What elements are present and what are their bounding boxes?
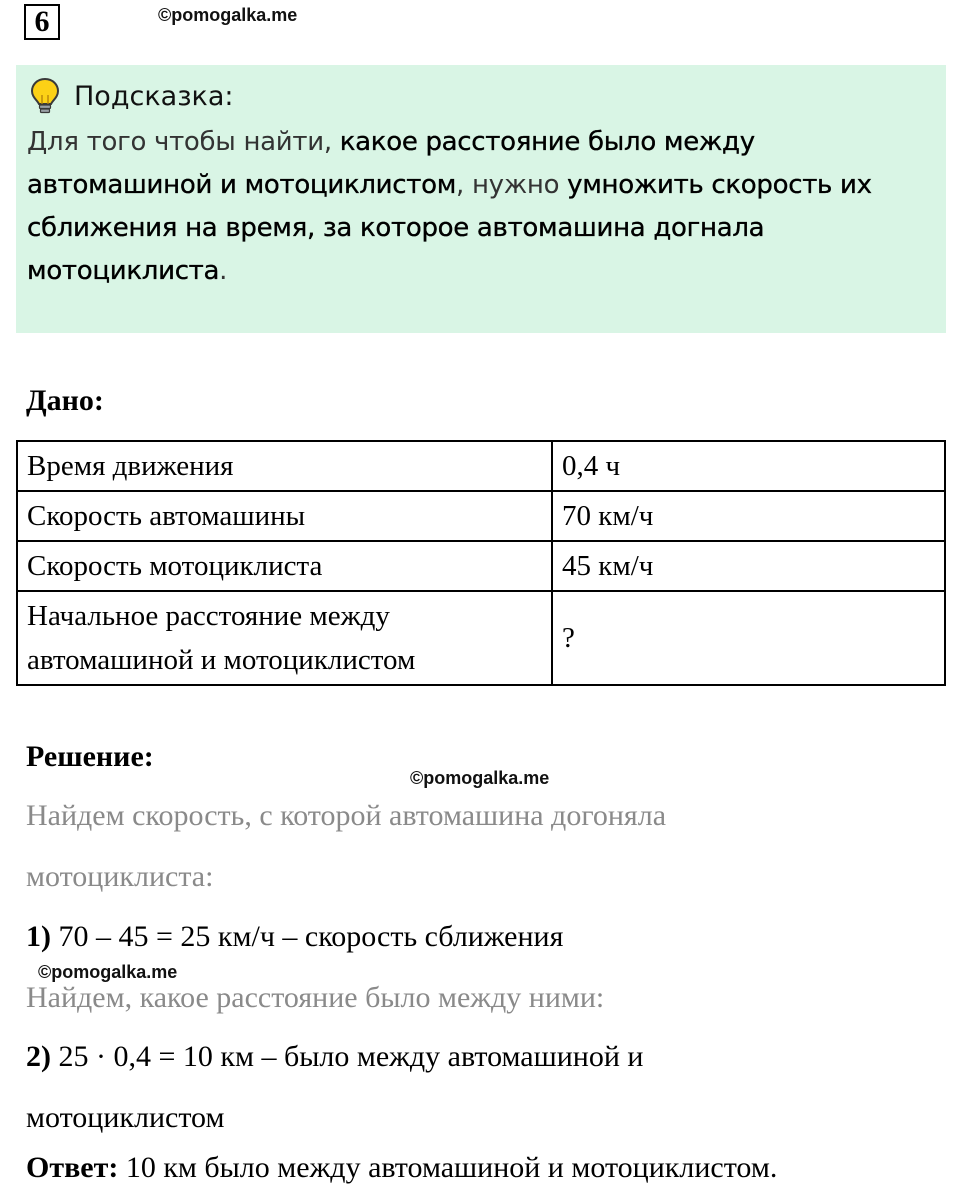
answer-label: Ответ: (26, 1151, 119, 1184)
given-label: Скорость автомашины (17, 491, 552, 541)
given-label-line: Начальное расстояние между (27, 600, 390, 632)
hint-segment: Для того чтобы найти, (27, 127, 340, 157)
answer (26, 1151, 777, 1185)
hint-segment: . (219, 256, 228, 286)
given-value: 70 км/ч (552, 491, 945, 541)
hint-title-text: Подсказка: (74, 80, 234, 112)
step-text: 25 · 0,4 = 10 км – было между автомашиной и (51, 1040, 644, 1073)
given-label: Время движения (17, 441, 552, 491)
watermark: ©pomogalka.me (38, 962, 178, 982)
hint-text (27, 121, 927, 293)
solution-step-2 (26, 1040, 643, 1074)
hint-title (30, 77, 234, 115)
table-row (17, 591, 945, 685)
solution-intro-line: мотоциклиста: (26, 860, 214, 893)
table-row (17, 441, 945, 491)
watermark: ©pomogalka.me (410, 768, 550, 788)
given-value: 45 км/ч (552, 541, 945, 591)
watermark: ©pomogalka.me (158, 5, 298, 25)
solution-heading: Решение: (26, 740, 154, 773)
given-label: Скорость мотоциклиста (17, 541, 552, 591)
solution-intro-line: Найдем скорость, с которой автомашина догоняла (26, 799, 667, 832)
solution-intro-line: Найдем, какое расстояние было между ними: (26, 981, 605, 1014)
given-value: 0,4 ч (552, 441, 945, 491)
step-number: 1) (26, 920, 51, 953)
step-number: 2) (26, 1040, 51, 1073)
task-number: 6 (24, 4, 60, 40)
given-table (16, 440, 946, 686)
solution-step-1 (26, 920, 563, 954)
lightbulb-icon (30, 77, 60, 115)
table-row (17, 541, 945, 591)
given-heading: Дано: (26, 384, 104, 417)
hint-box (16, 65, 946, 333)
step-text: 70 – 45 = 25 км/ч – скорость сближения (51, 920, 564, 953)
given-value: ? (552, 591, 945, 685)
hint-segment-emphasis: какое расстояние было между автомашиной и мотоциклистом (27, 127, 755, 200)
hint-segment: , нужно (456, 170, 568, 200)
hint-segment-emphasis: умножить скорость их сближения на время, за которое автомашина догнала мотоциклиста (27, 170, 872, 286)
answer-text: 10 км было между автомашиной и мотоциклистом. (118, 1151, 778, 1184)
solution-step-2-continuation: мотоциклистом (26, 1101, 225, 1134)
table-row (17, 491, 945, 541)
given-label (17, 591, 552, 685)
given-label-line: автомашиной и мотоциклистом (27, 644, 416, 676)
